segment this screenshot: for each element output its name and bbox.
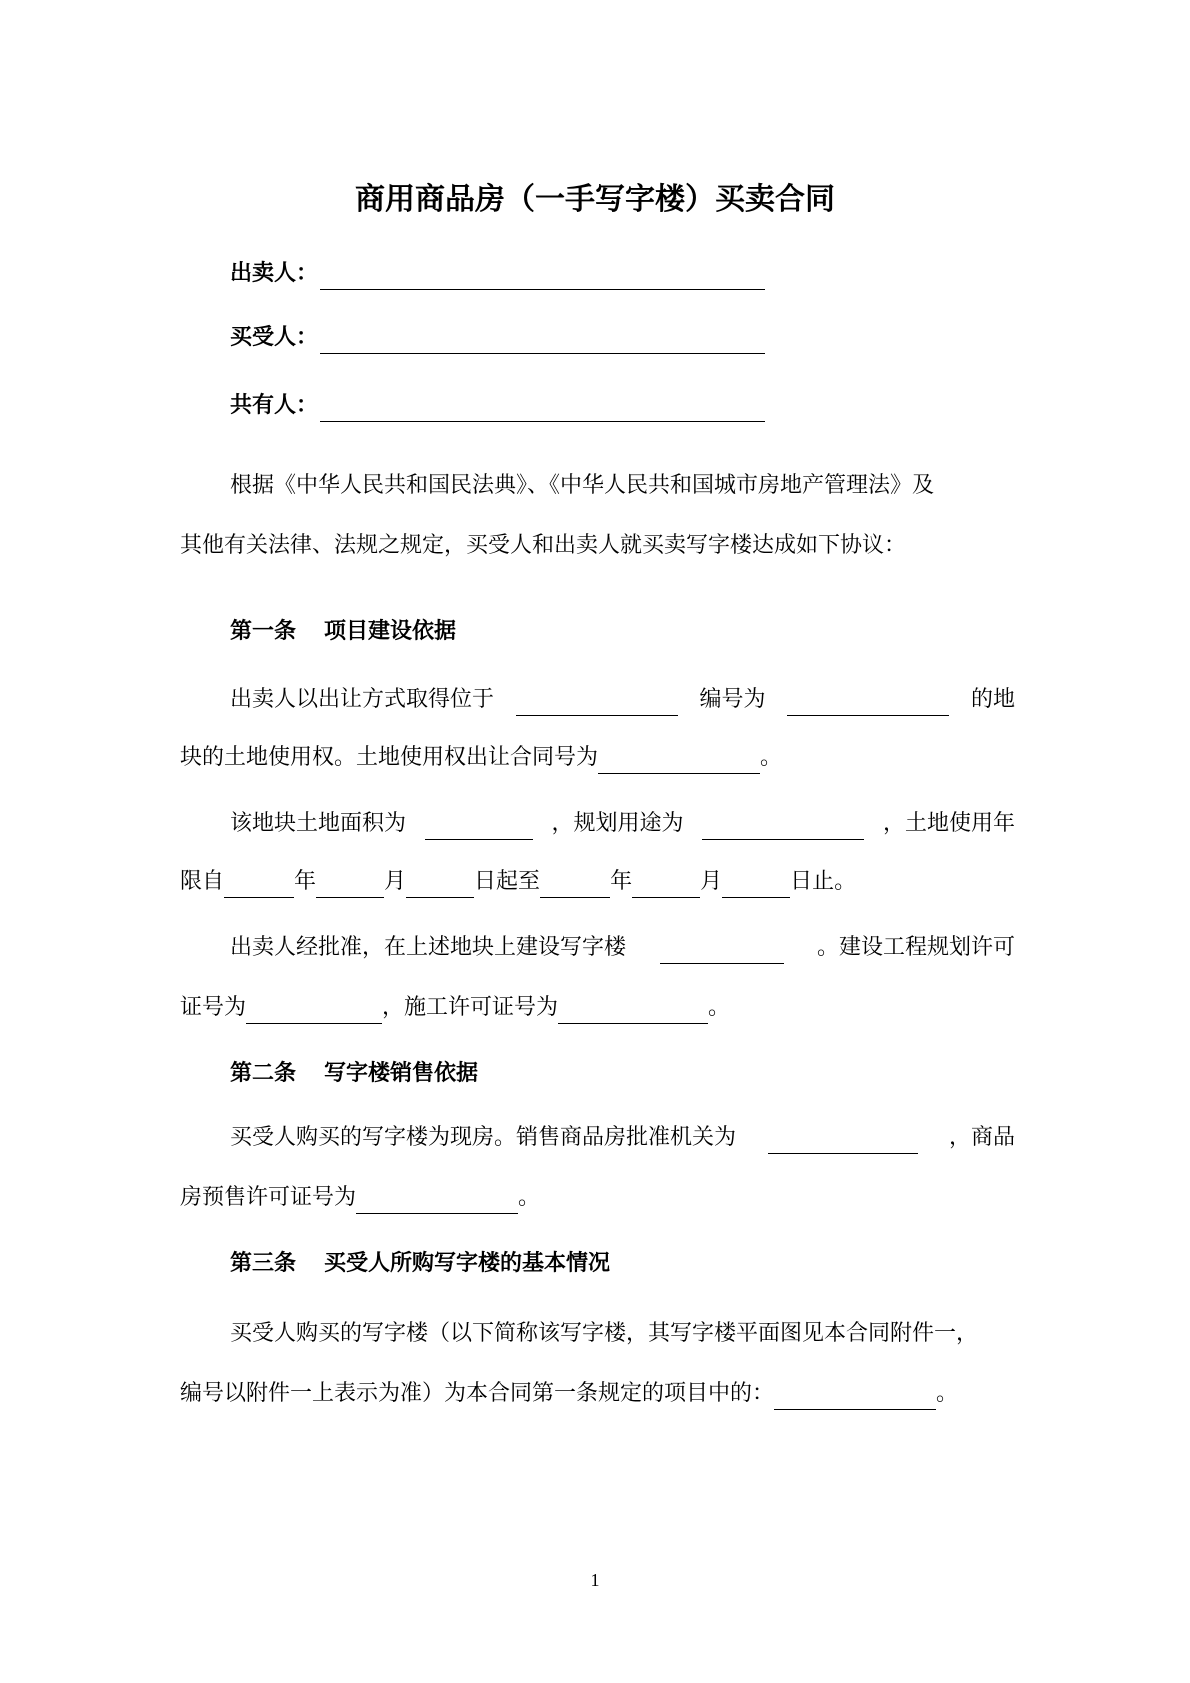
plot-number-blank[interactable] bbox=[787, 691, 949, 716]
end-month-blank[interactable] bbox=[632, 873, 700, 898]
article-1-p1-line2: 块的土地使用权。土地使用权出让合同号为 。 bbox=[180, 742, 1015, 774]
page-title: 商用商品房（一手写字楼）买卖合同 bbox=[355, 182, 835, 217]
page-number: 1 bbox=[590, 1570, 600, 1590]
start-year-blank[interactable] bbox=[224, 873, 294, 898]
article-2-heading: 第二条 写字楼销售依据 bbox=[230, 1061, 479, 1086]
planned-use-blank[interactable] bbox=[702, 815, 864, 840]
article-3-heading: 第三条 买受人所购写字楼的基本情况 bbox=[230, 1251, 611, 1276]
unit-designation-blank[interactable] bbox=[774, 1385, 936, 1410]
planning-permit-blank[interactable] bbox=[246, 999, 382, 1024]
article-1-p1-line1: 出卖人以出让方式取得位于 编号为 的地 bbox=[180, 684, 1015, 716]
article-3-p1-line2: 编号以附件一上表示为准）为本合同第一条规定的项目中的： 。 bbox=[180, 1378, 1015, 1410]
end-year-blank[interactable] bbox=[540, 873, 610, 898]
seller-blank[interactable] bbox=[320, 263, 765, 290]
buyer-label: 买受人： bbox=[230, 325, 319, 350]
article-1-p2-line2: 限自 年 月 日起至 年 月 日止。 bbox=[180, 866, 1015, 898]
intro-line-2: 其他有关法律、法规之规定，买受人和出卖人就买卖写字楼达成如下协议： bbox=[180, 533, 907, 558]
coowner-label: 共有人： bbox=[230, 393, 319, 418]
land-area-blank[interactable] bbox=[425, 815, 533, 840]
coowner-blank[interactable] bbox=[320, 395, 765, 422]
coowner-row bbox=[230, 390, 765, 422]
buyer-blank[interactable] bbox=[320, 327, 765, 354]
start-day-blank[interactable] bbox=[406, 873, 474, 898]
article-2-p1-line2: 房预售许可证号为 。 bbox=[180, 1182, 1015, 1214]
intro-line-1: 根据《中华人民共和国民法典》、《中华人民共和国城市房地产管理法》及 bbox=[230, 473, 935, 498]
approval-authority-blank[interactable] bbox=[768, 1129, 918, 1154]
construction-permit-blank[interactable] bbox=[558, 999, 708, 1024]
buyer-row bbox=[230, 322, 765, 354]
article-1-p3-line1: 出卖人经批准，在上述地块上建设写字楼 。建设工程规划许可 bbox=[180, 932, 1015, 964]
seller-label: 出卖人： bbox=[230, 261, 319, 286]
article-1-p3-line2: 证号为 ，施工许可证号为 。 bbox=[180, 992, 1015, 1024]
land-contract-number-blank[interactable] bbox=[598, 749, 760, 774]
end-day-blank[interactable] bbox=[722, 873, 790, 898]
article-2-p1-line1: 买受人购买的写字楼为现房。销售商品房批准机关为 ，商品 bbox=[180, 1122, 1015, 1154]
presale-permit-blank[interactable] bbox=[356, 1189, 518, 1214]
seller-row bbox=[230, 258, 765, 290]
article-1-heading: 第一条 项目建设依据 bbox=[230, 619, 457, 644]
building-name-blank[interactable] bbox=[660, 939, 784, 964]
article-1-p2-line1: 该地块土地面积为 ，规划用途为 ，土地使用年 bbox=[180, 808, 1015, 840]
start-month-blank[interactable] bbox=[316, 873, 384, 898]
land-location-blank[interactable] bbox=[516, 691, 678, 716]
article-3-p1-line1: 买受人购买的写字楼（以下简称该写字楼，其写字楼平面图见本合同附件一， bbox=[230, 1321, 979, 1346]
